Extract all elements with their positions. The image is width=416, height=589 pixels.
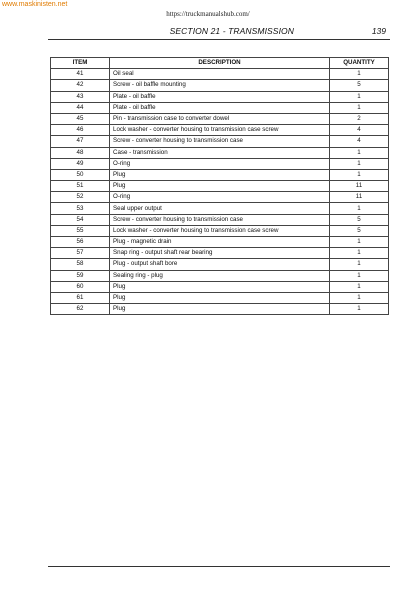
description-cell: O-ring xyxy=(110,158,330,169)
table-row xyxy=(51,102,389,113)
quantity-cell: 1 xyxy=(330,281,389,292)
item-cell: 42 xyxy=(51,80,110,91)
item-cell: 52 xyxy=(51,192,110,203)
table-row xyxy=(51,214,389,225)
page-number: 139 xyxy=(371,26,386,36)
description-cell: Oil seal xyxy=(110,69,330,80)
quantity-cell: 11 xyxy=(330,192,389,203)
description-cell: Seal upper output xyxy=(110,203,330,214)
source-url[interactable]: https://truckmanualshub.com/ xyxy=(166,10,250,18)
item-cell: 54 xyxy=(51,214,110,225)
quantity-cell: 1 xyxy=(330,147,389,158)
description-cell: Plug - magnetic drain xyxy=(110,237,330,248)
table-row xyxy=(51,158,389,169)
table-row xyxy=(51,181,389,192)
table-row xyxy=(51,225,389,236)
column-header-item: ITEM xyxy=(51,58,110,69)
table-row xyxy=(51,292,389,303)
description-cell: Plug xyxy=(110,181,330,192)
parts-table xyxy=(50,57,389,315)
quantity-cell: 5 xyxy=(330,225,389,236)
quantity-cell: 11 xyxy=(330,181,389,192)
item-cell: 55 xyxy=(51,225,110,236)
description-cell: Lock washer - converter housing to transmission case screw xyxy=(110,125,330,136)
description-cell: Pin - transmission case to converter dowel xyxy=(110,113,330,124)
description-cell: Screw - converter housing to transmission case xyxy=(110,136,330,147)
item-cell: 43 xyxy=(51,91,110,102)
item-cell: 48 xyxy=(51,147,110,158)
item-cell: 47 xyxy=(51,136,110,147)
quantity-cell: 1 xyxy=(330,158,389,169)
item-cell: 49 xyxy=(51,158,110,169)
quantity-cell: 2 xyxy=(330,113,389,124)
description-cell: Screw - converter housing to transmission case xyxy=(110,214,330,225)
description-cell: Lock washer - converter housing to transmission case screw xyxy=(110,225,330,236)
description-cell: Plate - oil baffle xyxy=(110,91,330,102)
quantity-cell: 5 xyxy=(330,80,389,91)
quantity-cell: 1 xyxy=(330,102,389,113)
item-cell: 46 xyxy=(51,125,110,136)
description-cell: Plate - oil baffle xyxy=(110,102,330,113)
quantity-cell: 1 xyxy=(330,69,389,80)
table-row xyxy=(51,259,389,270)
quantity-cell: 4 xyxy=(330,136,389,147)
item-cell: 41 xyxy=(51,69,110,80)
quantity-cell: 1 xyxy=(330,91,389,102)
description-cell: Case - transmission xyxy=(110,147,330,158)
quantity-cell: 4 xyxy=(330,125,389,136)
quantity-cell: 1 xyxy=(330,237,389,248)
description-cell: Screw - oil baffle mounting xyxy=(110,80,330,91)
quantity-cell: 1 xyxy=(330,292,389,303)
quantity-cell: 1 xyxy=(330,270,389,281)
table-body xyxy=(51,69,389,315)
quantity-cell: 1 xyxy=(330,169,389,180)
table-row xyxy=(51,80,389,91)
table-row xyxy=(51,203,389,214)
item-cell: 61 xyxy=(51,292,110,303)
table-row xyxy=(51,169,389,180)
description-cell: Sealing ring - plug xyxy=(110,270,330,281)
description-cell: Plug xyxy=(110,281,330,292)
description-cell: Plug xyxy=(110,292,330,303)
item-cell: 50 xyxy=(51,169,110,180)
table-row xyxy=(51,192,389,203)
footer-divider xyxy=(48,566,390,567)
item-cell: 62 xyxy=(51,304,110,315)
quantity-cell: 1 xyxy=(330,304,389,315)
table-row xyxy=(51,304,389,315)
item-cell: 57 xyxy=(51,248,110,259)
section-title: SECTION 21 - TRANSMISSION xyxy=(169,26,294,36)
item-cell: 60 xyxy=(51,281,110,292)
table-row xyxy=(51,281,389,292)
description-cell: Plug - output shaft bore xyxy=(110,259,330,270)
page-header xyxy=(48,25,390,40)
table-row xyxy=(51,113,389,124)
item-cell: 59 xyxy=(51,270,110,281)
table-row xyxy=(51,147,389,158)
description-cell: Plug xyxy=(110,169,330,180)
item-cell: 56 xyxy=(51,237,110,248)
table-row xyxy=(51,237,389,248)
table-row xyxy=(51,248,389,259)
item-cell: 51 xyxy=(51,181,110,192)
table-row xyxy=(51,125,389,136)
item-cell: 53 xyxy=(51,203,110,214)
description-cell: Snap ring - output shaft rear bearing xyxy=(110,248,330,259)
watermark-link[interactable]: www.maskinisten.net xyxy=(2,1,68,8)
column-header-description: DESCRIPTION xyxy=(110,58,330,69)
column-header-quantity: QUANTITY xyxy=(330,58,389,69)
item-cell: 58 xyxy=(51,259,110,270)
description-cell: O-ring xyxy=(110,192,330,203)
table-row xyxy=(51,91,389,102)
table-row xyxy=(51,69,389,80)
item-cell: 45 xyxy=(51,113,110,124)
quantity-cell: 1 xyxy=(330,259,389,270)
quantity-cell: 5 xyxy=(330,214,389,225)
table-row xyxy=(51,270,389,281)
table-header-row xyxy=(51,58,389,69)
table-row xyxy=(51,136,389,147)
item-cell: 44 xyxy=(51,102,110,113)
description-cell: Plug xyxy=(110,304,330,315)
quantity-cell: 1 xyxy=(330,248,389,259)
quantity-cell: 1 xyxy=(330,203,389,214)
